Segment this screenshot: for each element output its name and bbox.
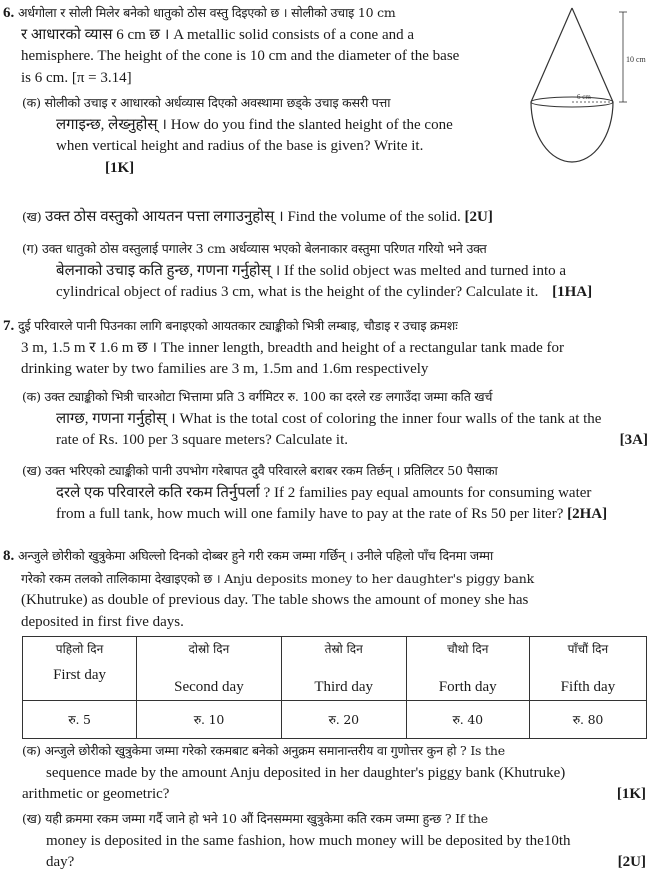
q6a-line-3: when vertical height and radius of the base is given? Write it. (56, 138, 424, 154)
q8-line-2: गरेको रकम तलको तालिकामा देखाइएको छ । Anju deposits money to her daughter's piggy bank (21, 570, 534, 586)
table-cell: रु. 40 (406, 701, 529, 739)
q6a-line-2: लगाइन्छ, लेख्नुहोस् । How do you find the slanted height of the cone (56, 116, 453, 133)
q7-line-1: दुई परिवारले पानी पिउनका लागि बनाइएको आयतकार ट्याङ्कीको भित्री लम्बाइ, चौडाइ र उचाइ क्रमशः (18, 318, 458, 333)
table-cell: रु. 80 (529, 701, 646, 739)
subq-label: (क) (22, 95, 41, 110)
q7-line-2: 3 m, 1.5 m र 1.6 m छ । The inner length, breadth and height of a rectangular tank made for (21, 339, 565, 356)
q6a-mark: [1K] (105, 159, 135, 176)
q7b-line-1: उक्त भरिएको ट्याङ्कीको पानी उपभोग गरेबापत दुवै परिवारले बराबर रकम तिर्छन् । प्रतिलिटर 50 पैसाका (45, 463, 498, 478)
q8a-mark: [1K] (616, 786, 646, 802)
q8-line-3: (Khutruke) as double of previous day. The table shows the amount of money she has (21, 592, 529, 608)
table-header-cell (23, 637, 137, 701)
q8a-line-2: sequence made by the amount Anju deposited in her daughter's piggy bank (Khutruke) (46, 764, 566, 781)
q6b-mark: [2U] (464, 209, 493, 225)
q6c-line-3: cylindrical object of radius 3 cm, what is the height of the cylinder? Calculate it. (56, 284, 539, 300)
q7b-line-2: दरले एक परिवारले कति रकम तिर्नुपर्ला ? If 2 families pay equal amounts for consuming water (56, 484, 592, 501)
q6-line-1: अर्धगोला र सोली मिलेर बनेको धातुको ठोस वस्तु दिइएको छ । सोलीको उचाइ 10 cm (18, 5, 396, 20)
q7a-line-2: लाग्छ, गणना गर्नुहोस् । What is the total cost of coloring the inner four walls of the tank at the (56, 410, 602, 427)
question-number: 8. (3, 548, 15, 564)
q6-line-4: is 6 cm. [π = 3.14] (21, 69, 132, 86)
header-english: Third day (314, 678, 374, 695)
table-header-cell (281, 637, 406, 701)
q6c-line-2: बेलनाको उचाइ कति हुन्छ, गणना गर्नुहोस् । If the solid object was melted and turned into a (56, 262, 567, 279)
question-6 (3, 2, 503, 89)
q7a-mark: [3A] (619, 432, 648, 448)
q8a-line-3: arithmetic or geometric? (22, 786, 170, 802)
table-cell: रु. 10 (137, 701, 282, 739)
q6c-line-1: उक्त धातुको ठोस वस्तुलाई पगालेर 3 cm अर्धव्यास भएको बेलनाकार वस्तुमा परिणत गरियो भने उक्त (41, 241, 487, 256)
question-number: 7. (3, 318, 15, 334)
q6c-mark: [1HA] (552, 284, 593, 300)
question-7b (22, 460, 648, 526)
header-nepali: पाँचौं दिन (567, 642, 609, 656)
q7a-line-3: rate of Rs. 100 per 3 square meters? Calculate it. (56, 432, 348, 448)
header-english: Forth day (438, 678, 497, 695)
q8a-line-1: अन्जुले छोरीको खुत्रुकेमा जम्मा गरेको रकमबाट बनेको अनुक्रम समानान्तरीय वा गुणोत्तर कुन हो ? Is the (44, 743, 505, 758)
diameter-label: 6 cm (577, 93, 591, 101)
header-english: Fifth day (560, 678, 616, 695)
table-row (23, 701, 647, 739)
subq-label: (क) (22, 389, 41, 404)
subq-label: (ख) (22, 463, 42, 478)
subq-label: (ख) (22, 811, 42, 826)
q7b-mark: [2HA] (567, 506, 608, 522)
q8b-mark: [2U] (617, 854, 646, 870)
q6a-line-1: सोलीको उचाइ र आधारको अर्धव्यास दिएको अवस्थामा छड्के उचाइ कसरी पत्ता (44, 95, 391, 110)
subq-label: (ग) (22, 241, 39, 256)
header-nepali: चौथो दिन (446, 642, 489, 656)
q6-line-3: hemisphere. The height of the cone is 10 cm and the diameter of the base (21, 48, 460, 64)
header-nepali: तेस्रो दिन (324, 642, 363, 656)
header-english: First day (53, 666, 106, 683)
table-cell: रु. 20 (281, 701, 406, 739)
q6b-text: उक्त ठोस वस्तुको आयतन पत्ता लगाउनुहोस् । Find the volume of the solid. (45, 209, 461, 225)
question-number: 6. (3, 5, 15, 21)
table-header-cell (137, 637, 282, 701)
question-6a (22, 92, 507, 179)
q8b-line-2: money is deposited in the same fashion, how much money will be deposited by the10th (46, 832, 571, 849)
q8-line-1: अन्जुले छोरीको खुत्रुकेमा अघिल्लो दिनको दोब्बर हुने गरी रकम जम्मा गर्छिन् । उनीले पहिलो पाँच दिनमा जम्मा (18, 548, 494, 563)
subq-label: (ख) (22, 209, 42, 224)
header-nepali: पहिलो दिन (55, 642, 104, 656)
table-header-cell (529, 637, 646, 701)
header-english: Second day (174, 678, 244, 695)
question-8a (22, 740, 652, 806)
q7a-line-1: उक्त ट्याङ्कीको भित्री चारओटा भित्तामा प्रति 3 वर्गमिटर रु. 100 का दरले रङ लगाउँदा जम्मा कति खर्च (44, 389, 493, 404)
q8b-line-3: day? (46, 854, 75, 870)
q7b-line-3: from a full tank, how much will one family have to pay at the rate of Rs 50 per liter? (56, 506, 564, 522)
table-cell: रु. 5 (23, 701, 137, 739)
q7-line-3: drinking water by two families are 3 m, 1.5m and 1.6m respectively (21, 361, 429, 377)
q6-line-2: र आधारको व्यास 6 cm छ । A metallic solid consists of a cone and a (21, 26, 415, 43)
q8-line-4: deposited in first five days. (21, 613, 184, 630)
table-header-row (23, 637, 647, 701)
question-6c (22, 238, 648, 304)
height-label: 10 cm (626, 55, 646, 64)
deposit-table (22, 636, 647, 739)
subq-label: (क) (22, 743, 41, 758)
header-nepali: दोस्रो दिन (188, 642, 230, 656)
question-8 (3, 545, 651, 633)
table-header-cell (406, 637, 529, 701)
q8b-line-1: यही क्रममा रकम जम्मा गर्दै जाने हो भने 10 औं दिनसम्ममा खुत्रुकेमा कति रकम जम्मा हुन्छ ? If the (45, 811, 488, 826)
question-6b (22, 206, 648, 229)
question-7 (3, 315, 651, 381)
question-8b (22, 808, 652, 874)
question-7a (22, 386, 648, 452)
cone-hemisphere-figure (505, 2, 655, 170)
